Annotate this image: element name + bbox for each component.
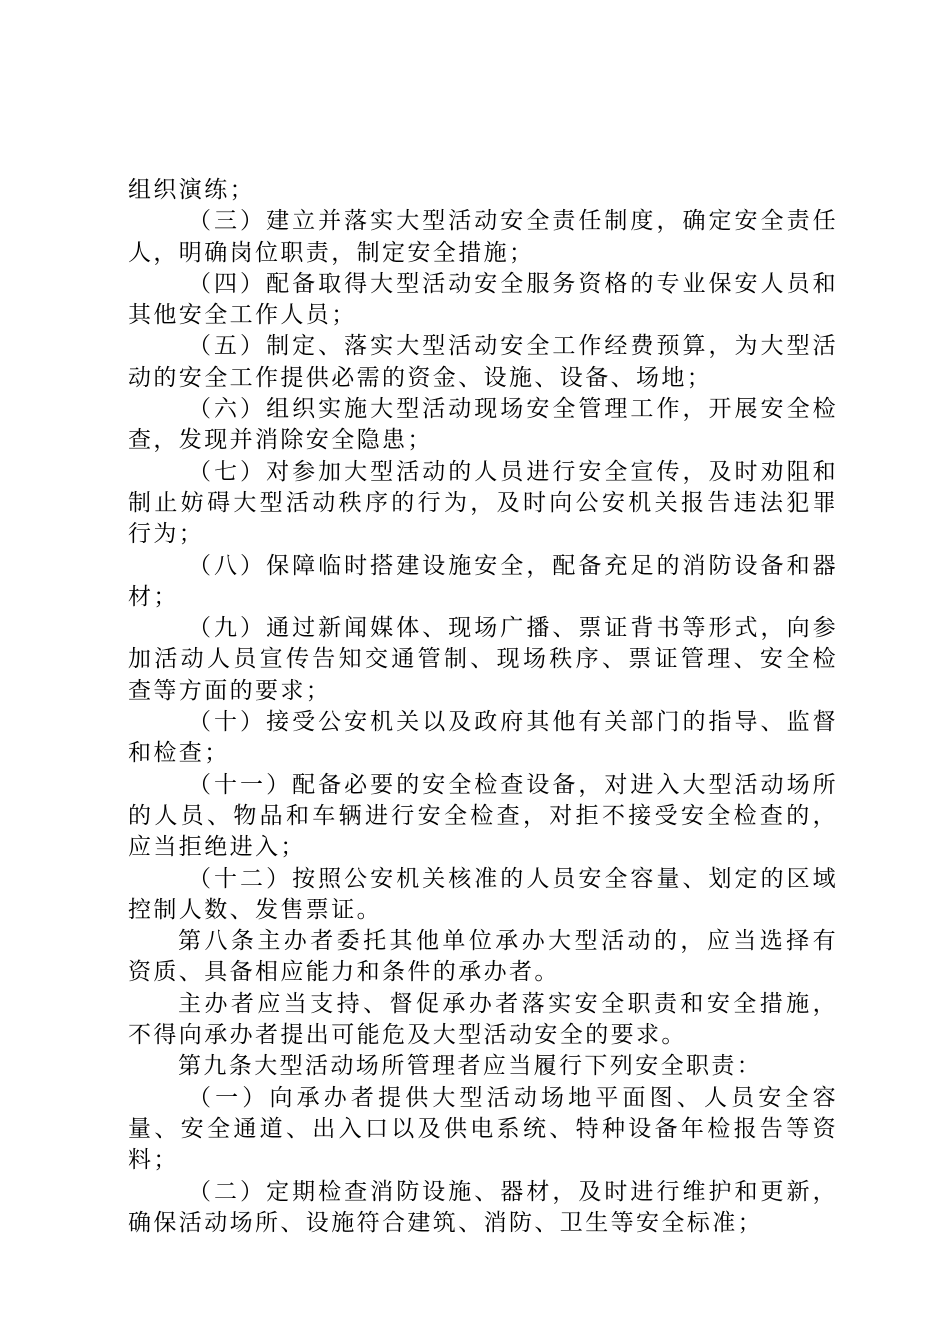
paragraph-item-4: （四）配备取得大型活动安全服务资格的专业保安人员和其他安全工作人员；	[128, 270, 838, 329]
paragraph-item-7: （七）对参加大型活动的人员进行安全宣传，及时劝阻和制止妨碍大型活动秩序的行为，及时向公安机关报告违法犯罪行为；	[128, 458, 838, 548]
paragraph-article-9-item-1: （一）向承办者提供大型活动场地平面图、人员安全容量、安全通道、出入口以及供电系统、特种设备年检报告等资料；	[128, 1084, 838, 1174]
document-body	[128, 175, 838, 1239]
paragraph-item-10: （十）接受公安机关以及政府其他有关部门的指导、监督和检查；	[128, 709, 838, 767]
paragraph-article-8: 第八条主办者委托其他单位承办大型活动的，应当选择有资质、具备相应能力和条件的承办者。	[128, 928, 838, 986]
paragraph-item-6: （六）组织实施大型活动现场安全管理工作，开展安全检查，发现并消除安全隐患；	[128, 396, 838, 454]
paragraph-article-9: 第九条大型活动场所管理者应当履行下列安全职责：	[178, 1053, 763, 1080]
paragraph-item-12: （十二）按照公安机关核准的人员安全容量、划定的区域控制人数、发售票证。	[128, 865, 838, 923]
paragraph-item-5: （五）制定、落实大型活动安全工作经费预算，为大型活动的安全工作提供必需的资金、设施、设备、场地；	[128, 333, 838, 391]
paragraph-article-9-item-2: （二）定期检查消防设施、器材，及时进行维护和更新，确保活动场所、设施符合建筑、消防、卫生等安全标准；	[128, 1178, 838, 1236]
paragraph-article-8-clause-2: 主办者应当支持、督促承办者落实安全职责和安全措施，不得向承办者提出可能危及大型活动安全的要求。	[128, 990, 838, 1049]
paragraph-item-9: （九）通过新闻媒体、现场广播、票证背书等形式，向参加活动人员宣传告知交通管制、现场秩序、票证管理、安全检查等方面的要求；	[128, 615, 838, 704]
paragraph-continuation: 组织演练；	[128, 177, 255, 203]
paragraph-item-8: （八）保障临时搭建设施安全，配备充足的消防设备和器材；	[128, 552, 838, 610]
paragraph-item-3: （三）建立并落实大型活动安全责任制度，确定安全责任人，明确岗位职责，制定安全措施；	[128, 208, 838, 266]
paragraph-item-11: （十一）配备必要的安全检查设备，对进入大型活动场所的人员、物品和车辆进行安全检查，对拒不接受安全检查的，应当拒绝进入；	[128, 771, 838, 861]
